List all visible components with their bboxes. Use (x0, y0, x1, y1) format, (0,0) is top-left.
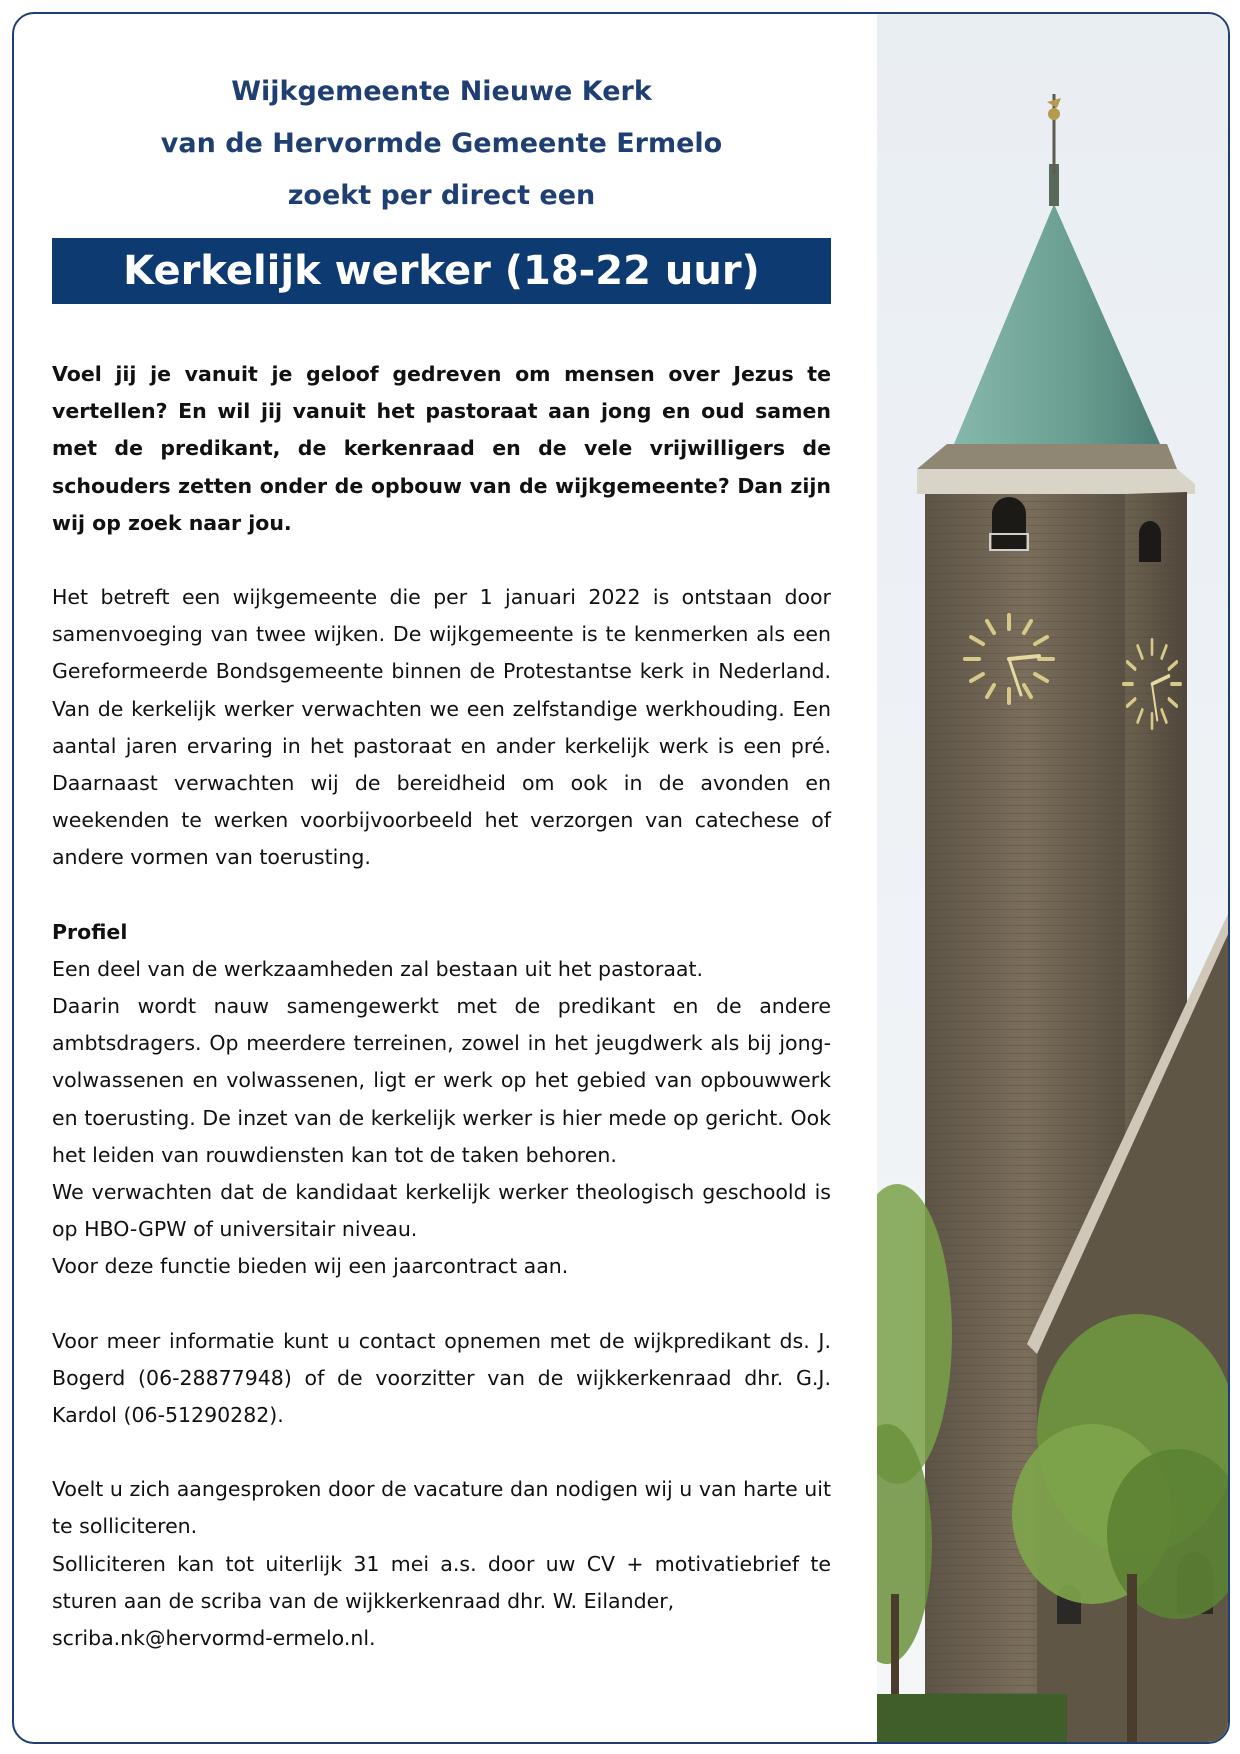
context-paragraph: Het betreft een wijkgemeente die per 1 januari 2022 is ontstaan door samenvoeging van twee wijken. De wijkgemeente is te kenmerken als een Gereformeerde Bondsgemeente binnen de Protestantse kerk in Nederland. Van de kerkelijk werker verwachten we een zelfstandige werkhouding. Een aantal jaren ervaring in het pastoraat en ander kerkelijk werk is een pré. Daarnaast verwachten wij de bereidheid om ook in de avonden en weekenden te werken voorbijvoorbeeld het verzorgen van catechese of andere vormen van toerusting. (52, 585, 831, 870)
church-tower-photo (877, 14, 1228, 1742)
profile-line-3: We verwachten dat de kandidaat kerkelijk werker theologisch geschoold is op HBO-GPW of universitair niveau. (52, 1180, 831, 1242)
profile-line-2: Daarin wordt nauw samengewerkt met de predikant en de andere ambtsdragers. Op meerdere terreinen, zowel in het jeugdwerk als bij jong-volwassenen en volwassenen, ligt er werk op het gebied van opbouwwerk en toerusting. De inzet van de kerkelijk werker is hier mede op gericht. Ook het leiden van rouwdiensten kan tot de taken behoren. (52, 994, 831, 1167)
tower-window-front (992, 497, 1026, 549)
vacancy-text-column (52, 14, 831, 1657)
profile-line-4: Voor deze functie bieden wij een jaarcontract aan. (52, 1254, 569, 1279)
header-line-2: van de Hervormde Gemeente Ermelo (160, 128, 723, 159)
tower-cornice (917, 469, 1195, 494)
job-title: Kerkelijk werker (18-22 uur) (52, 238, 831, 304)
intro-paragraph: Voel jij je vanuit je geloof gedreven om mensen over Jezus te vertellen? En wil jij vanuit het pastoraat aan jong en oud samen met de predikant, de kerkenraad en de vele vrijwilligers de schouders zetten onder de opbouw van de wijkgemeente? Dan zijn wij op zoek naar jou. (52, 362, 831, 535)
apply-line-1: Voelt u zich aangesproken door de vacature dan nodigen wij u van harte uit te solliciteren. (52, 1477, 831, 1539)
header (52, 66, 831, 222)
tower-window-side (1139, 521, 1161, 562)
profile-heading: Profiel (52, 919, 128, 944)
header-line-3: zoekt per direct een (287, 180, 596, 211)
contact-paragraph: Voor meer informatie kunt u contact opnemen met de wijkpredikant ds. J. Bogerd (06-28877948) of de voorzitter van de wijkkerkenraad dhr. G.J. Kardol (06-51290282). (52, 1328, 831, 1428)
hedge (877, 1694, 1067, 1742)
church-tower-illustration (877, 14, 1228, 1742)
weather-vane-ball (1048, 108, 1060, 120)
vacancy-body (52, 356, 831, 1657)
profile-line-1: Een deel van de werkzaamheden zal bestaan uit het pastoraat. (52, 956, 703, 981)
tower-top (917, 444, 1177, 469)
apply-line-2: Solliciteren kan tot uiterlijk 31 mei a.s. door uw CV + motivatiebrief te sturen aan de scriba van de wijkkerkenraad dhr. W. Eilander, (52, 1551, 831, 1613)
apply-email[interactable]: scriba.nk@hervormd-ermelo.nl. (52, 1626, 376, 1651)
header-line-1: Wijkgemeente Nieuwe Kerk (231, 76, 652, 107)
page-frame (12, 12, 1230, 1744)
